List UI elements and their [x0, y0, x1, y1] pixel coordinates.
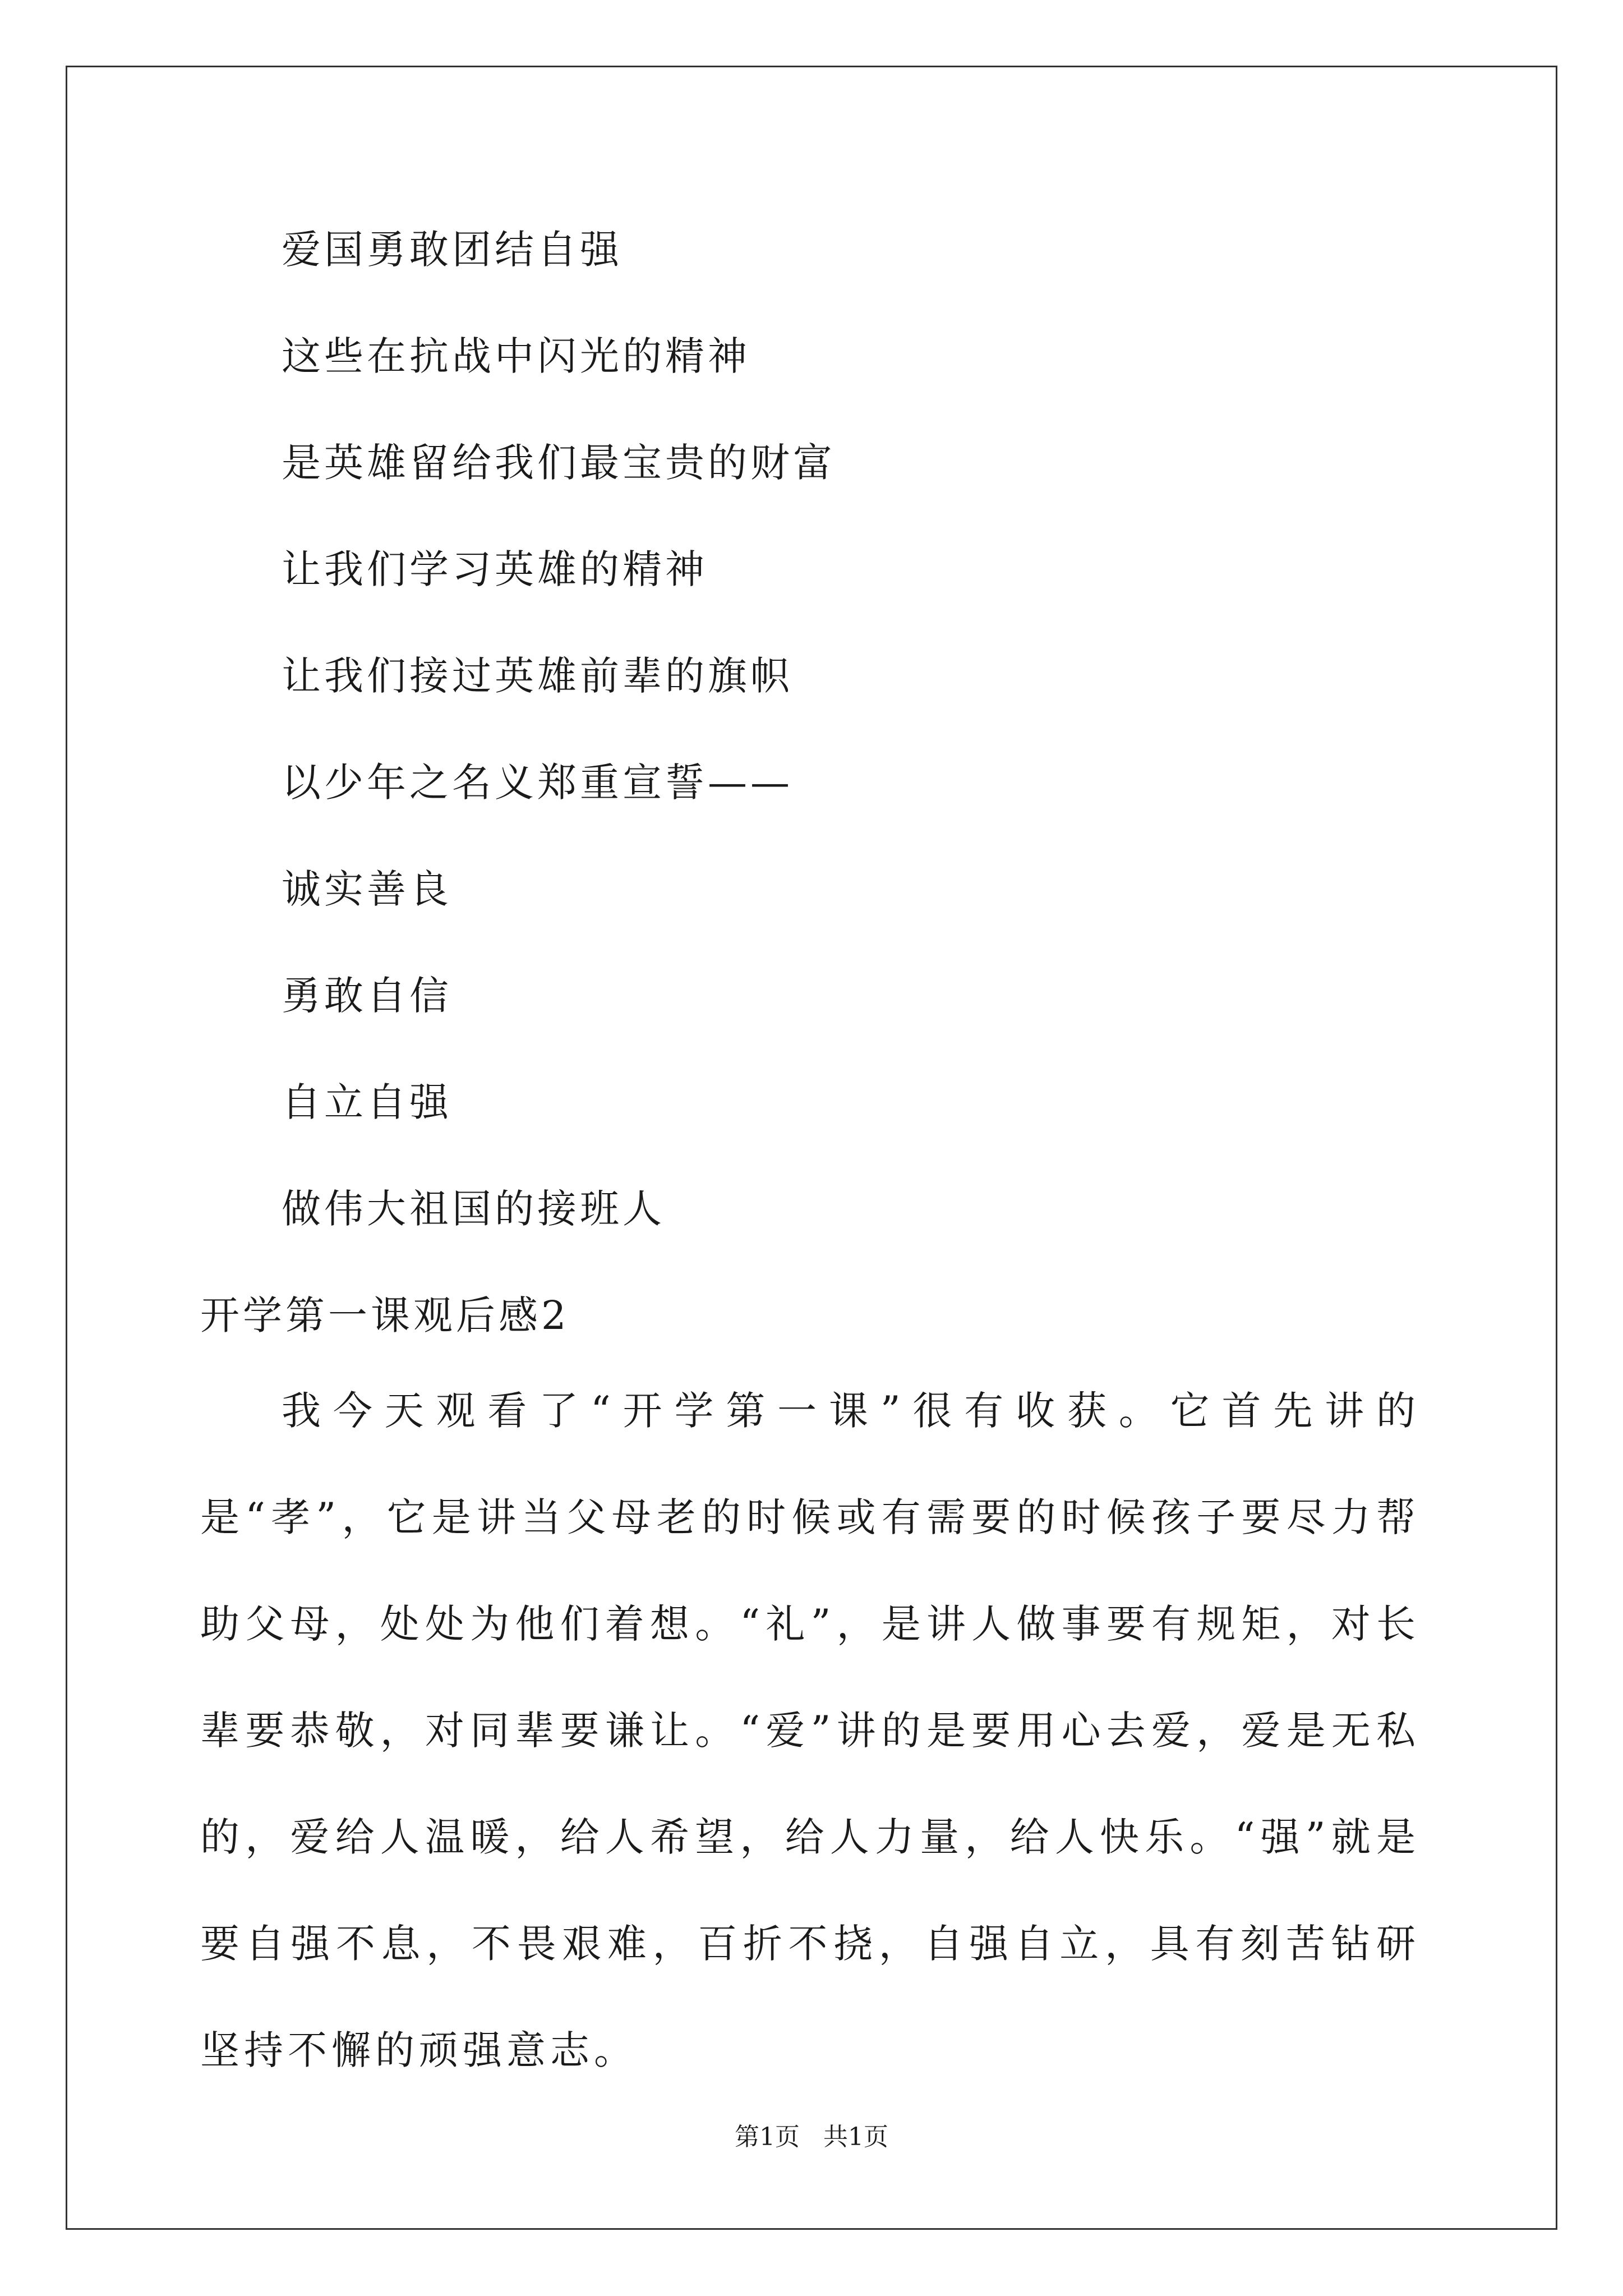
poem-line: 爱国勇敢团结自强 — [282, 227, 623, 273]
section-heading: 开学第一课观后感2 — [200, 1292, 570, 1338]
poem-line: 勇敢自信 — [282, 973, 452, 1019]
page-total: 共1页 — [823, 2123, 888, 2151]
poem-line: 这些在抗战中闪光的精神 — [282, 333, 750, 379]
poem-line: 做伟大祖国的接班人 — [282, 1186, 665, 1232]
body-paragraph: 我今天观看了“开学第一课”很有收获。它首先讲的是“孝”，它是讲当父母老的时候或有需要的时候孩子要尽力帮助父母，处处为他们着想。“礼”，是讲人做事要有规矩，对长辈要恭敬，对同辈要谦让。“爱”讲的是要用心去爱，爱是无私的，爱给人温暖，给人希望，给人力量，给人快乐。“强”就是要自强不息，不畏艰难，百折不挠，自强自立，具有刻苦钻研坚持不懈的顽强意志。 — [200, 1388, 1420, 2073]
page-number: 第1页 — [735, 2123, 800, 2151]
poem-line: 以少年之名义郑重宣誓—— — [282, 760, 793, 806]
poem-line: 是英雄留给我们最宝贵的财富 — [282, 440, 836, 486]
poem-line: 让我们接过英雄前辈的旗帜 — [282, 653, 793, 699]
page-footer — [0, 2120, 1623, 2154]
poem-line: 自立自强 — [282, 1079, 452, 1125]
poem-line: 诚实善良 — [282, 866, 452, 912]
poem-line: 让我们学习英雄的精神 — [282, 546, 708, 592]
